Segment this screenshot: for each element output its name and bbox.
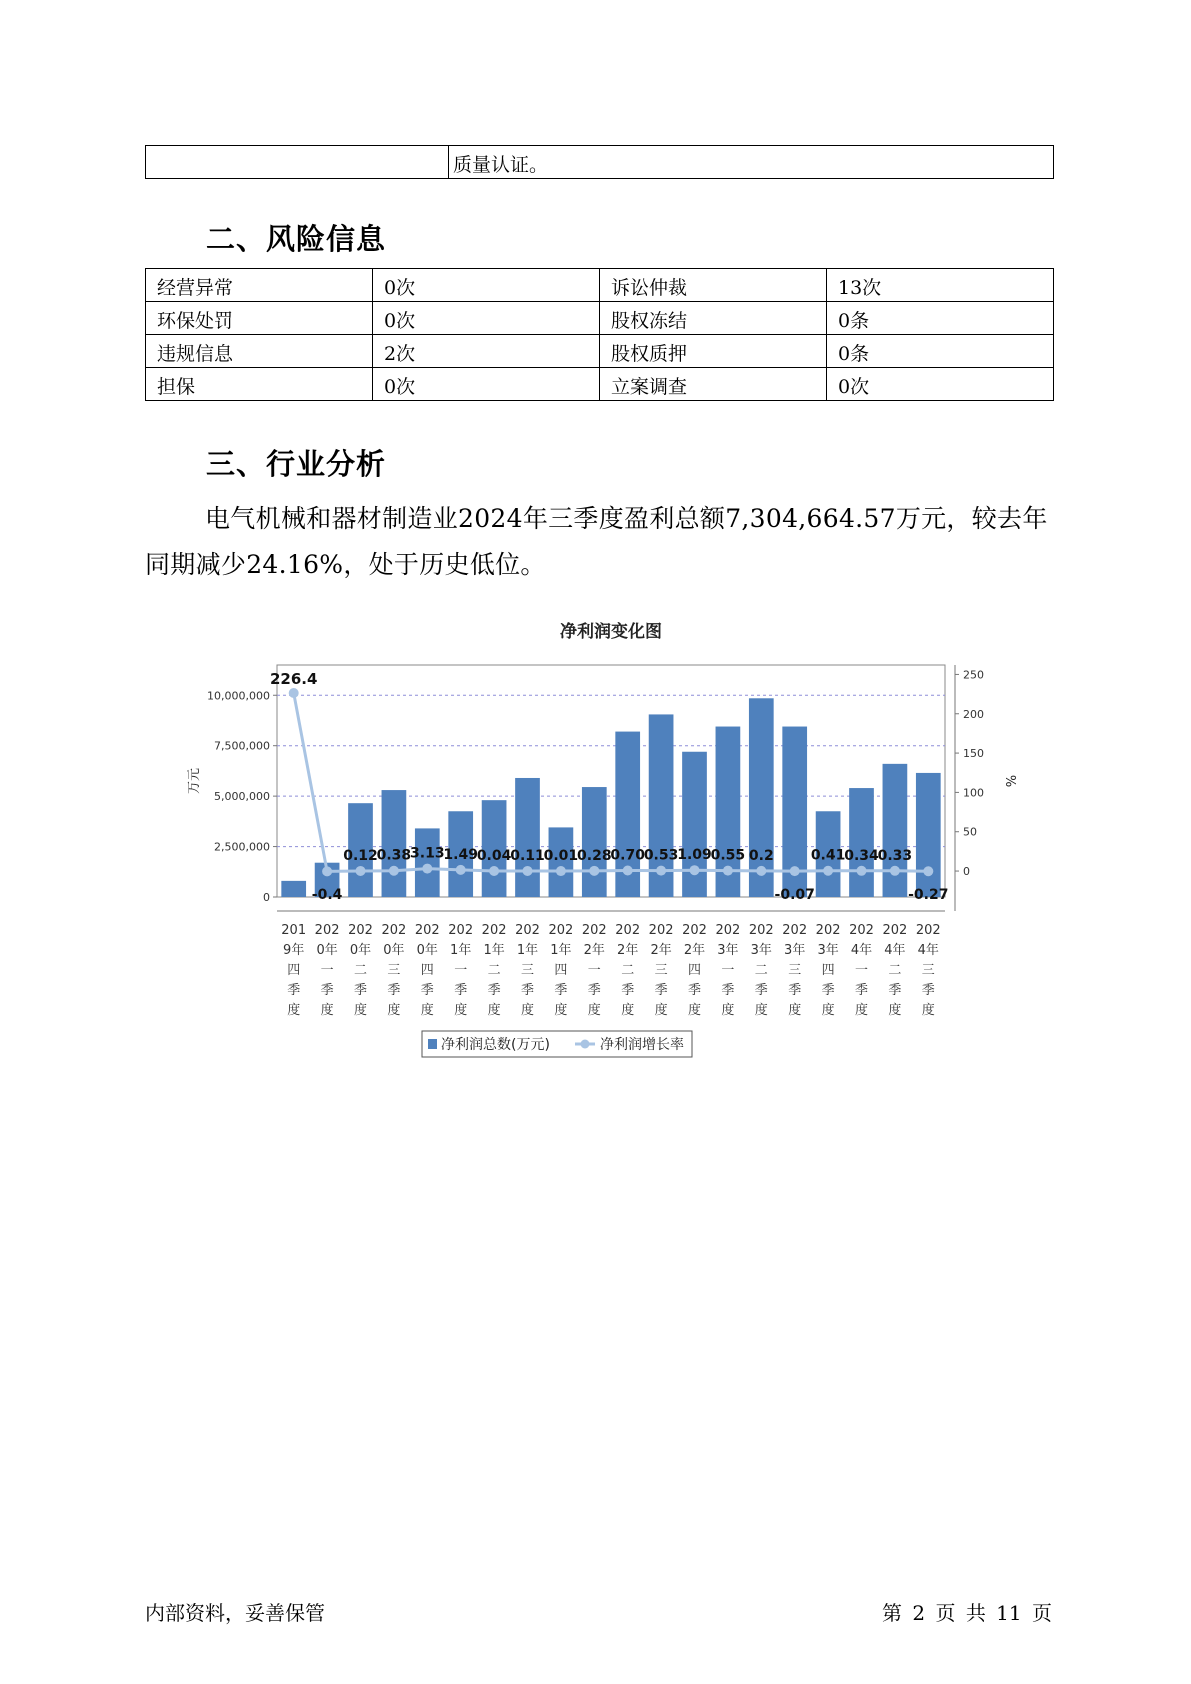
bar bbox=[582, 787, 607, 897]
growth-rate-point bbox=[690, 865, 700, 875]
table-cell: 质量认证。 bbox=[449, 146, 1054, 179]
table-cell bbox=[146, 146, 449, 179]
x-tick-label: 202 0年二季度 bbox=[348, 923, 373, 1018]
x-tick-label: 202 3年四季度 bbox=[815, 923, 841, 1018]
growth-rate-point bbox=[389, 866, 399, 876]
legend-bar-swatch bbox=[428, 1039, 437, 1049]
legend-label: 净利润增长率 bbox=[600, 1037, 684, 1053]
data-label: 0.2 bbox=[748, 847, 774, 864]
y2-tick-label: 250 bbox=[963, 668, 984, 682]
growth-rate-point bbox=[456, 865, 466, 875]
x-tick-label: 202 4年一季度 bbox=[849, 923, 874, 1018]
x-tick-label: 201 9年四季度 bbox=[281, 923, 307, 1018]
growth-rate-point bbox=[289, 688, 299, 698]
x-tick-label: 202 4年二季度 bbox=[882, 923, 908, 1018]
data-label: 1.49 bbox=[443, 846, 478, 863]
industry-paragraph: 电气机械和器材制造业2024年三季度盈利总额7,304,664.57万元，较去年同期减少24.16%，处于历史低位。 bbox=[145, 504, 1048, 579]
x-tick-label: 202 0年四季度 bbox=[414, 923, 440, 1018]
growth-rate-point bbox=[489, 866, 499, 876]
bar bbox=[682, 752, 707, 897]
section-heading-industry: 三、行业分析 bbox=[206, 447, 387, 481]
table-cell: 13次 bbox=[827, 269, 1054, 302]
table-row bbox=[146, 269, 1054, 302]
data-label: 1.09 bbox=[677, 847, 712, 864]
data-label: 0.12 bbox=[343, 847, 378, 864]
table-cell: 经营异常 bbox=[146, 269, 373, 302]
x-tick-label: 202 2年四季度 bbox=[682, 923, 707, 1018]
footer-page-number: 第 2 页 共 11 页 bbox=[882, 1601, 1052, 1625]
y-tick-label: 0 bbox=[263, 891, 270, 904]
table-cell: 0条 bbox=[827, 302, 1054, 335]
x-tick-label: 202 1年二季度 bbox=[481, 923, 507, 1018]
y2-tick-label: 50 bbox=[963, 825, 977, 839]
risk-info-table bbox=[145, 268, 1054, 401]
bar bbox=[515, 778, 540, 897]
info-table-tail bbox=[145, 145, 1054, 179]
table-cell: 股权冻结 bbox=[600, 302, 827, 335]
bar bbox=[916, 773, 941, 897]
growth-rate-point bbox=[589, 866, 599, 876]
y2-tick-label: 100 bbox=[963, 786, 984, 800]
growth-rate-point bbox=[823, 866, 833, 876]
table-row bbox=[146, 302, 1054, 335]
growth-rate-point bbox=[790, 866, 800, 876]
legend-label: 净利润总数(万元) bbox=[441, 1037, 550, 1053]
data-label: 0.33 bbox=[877, 847, 913, 864]
table-row bbox=[146, 146, 1054, 179]
growth-rate-point bbox=[623, 865, 633, 875]
table-cell: 违规信息 bbox=[146, 335, 373, 368]
data-label: 0.55 bbox=[710, 847, 746, 864]
x-tick-label: 202 2年三季度 bbox=[648, 923, 674, 1018]
x-tick-label: 202 3年一季度 bbox=[715, 923, 741, 1018]
table-cell: 0次 bbox=[373, 269, 600, 302]
x-tick-label: 202 2年二季度 bbox=[615, 923, 641, 1018]
y2-axis-label: % bbox=[1002, 774, 1017, 788]
growth-rate-point bbox=[890, 866, 900, 876]
bar bbox=[382, 790, 407, 897]
growth-rate-point bbox=[356, 866, 366, 876]
data-label: -0.07 bbox=[774, 887, 815, 903]
chart-title: 净利润变化图 bbox=[560, 622, 662, 642]
bar bbox=[883, 764, 908, 897]
x-tick-label: 202 2年一季度 bbox=[581, 923, 607, 1018]
net-profit-chart bbox=[180, 615, 1017, 1075]
data-label: -0.4 bbox=[311, 887, 343, 903]
table-cell: 0次 bbox=[827, 368, 1054, 401]
table-row bbox=[146, 335, 1054, 368]
x-tick-label: 202 3年三季度 bbox=[782, 923, 808, 1018]
growth-rate-point bbox=[923, 866, 933, 876]
growth-rate-point bbox=[656, 866, 666, 876]
x-tick-label: 202 1年一季度 bbox=[448, 923, 474, 1018]
table-cell: 0条 bbox=[827, 335, 1054, 368]
x-tick-label: 202 0年三季度 bbox=[381, 923, 407, 1018]
data-label: 0.34 bbox=[844, 847, 879, 864]
table-cell: 立案调查 bbox=[600, 368, 827, 401]
bar bbox=[849, 788, 874, 897]
y2-tick-label: 0 bbox=[963, 865, 970, 879]
data-label: 0.41 bbox=[810, 847, 846, 864]
data-label: 0.01 bbox=[543, 848, 579, 865]
table-cell: 环保处罚 bbox=[146, 302, 373, 335]
x-tick-label: 202 1年四季度 bbox=[548, 923, 574, 1018]
y-tick-label: 7,500,000 bbox=[214, 739, 270, 753]
growth-rate-point bbox=[422, 864, 432, 874]
y-tick-label: 2,500,000 bbox=[214, 840, 270, 854]
data-label: 0.11 bbox=[510, 847, 545, 864]
growth-rate-point bbox=[723, 866, 733, 876]
x-tick-label: 202 3年二季度 bbox=[748, 923, 774, 1018]
growth-rate-point bbox=[556, 866, 566, 876]
legend-line-marker bbox=[581, 1040, 590, 1049]
y2-tick-label: 150 bbox=[963, 747, 984, 761]
data-label: 0.38 bbox=[376, 847, 412, 864]
growth-rate-point bbox=[756, 866, 766, 876]
y-tick-label: 10,000,000 bbox=[207, 689, 270, 703]
table-cell: 0次 bbox=[373, 368, 600, 401]
x-tick-label: 202 1年三季度 bbox=[515, 923, 540, 1018]
data-label: 0.28 bbox=[577, 847, 612, 864]
section-heading-risk: 二、风险信息 bbox=[206, 222, 387, 256]
growth-rate-point bbox=[523, 866, 533, 876]
growth-rate-point bbox=[857, 866, 867, 876]
table-cell: 2次 bbox=[373, 335, 600, 368]
y-tick-label: 5,000,000 bbox=[214, 790, 270, 804]
table-cell: 股权质押 bbox=[600, 335, 827, 368]
data-label: 226.4 bbox=[269, 669, 318, 688]
y2-tick-label: 200 bbox=[963, 707, 984, 721]
table-cell: 担保 bbox=[146, 368, 373, 401]
data-label: 3.13 bbox=[410, 845, 445, 862]
y-axis-label: 万元 bbox=[187, 767, 202, 795]
bar bbox=[415, 828, 440, 897]
data-label: 0.53 bbox=[643, 847, 679, 864]
table-row bbox=[146, 368, 1054, 401]
x-tick-label: 202 4年三季度 bbox=[915, 923, 941, 1018]
data-label: -0.27 bbox=[908, 887, 949, 903]
chart-svg bbox=[180, 615, 1017, 1075]
table-cell: 0次 bbox=[373, 302, 600, 335]
bar bbox=[281, 881, 306, 897]
data-label: 0.70 bbox=[610, 847, 645, 864]
growth-rate-point bbox=[322, 866, 332, 876]
table-cell: 诉讼仲裁 bbox=[600, 269, 827, 302]
data-label: 0.04 bbox=[476, 848, 512, 865]
footer-confidential-note: 内部资料，妥善保管 bbox=[145, 1601, 325, 1625]
x-tick-label: 202 0年一季度 bbox=[314, 923, 340, 1018]
